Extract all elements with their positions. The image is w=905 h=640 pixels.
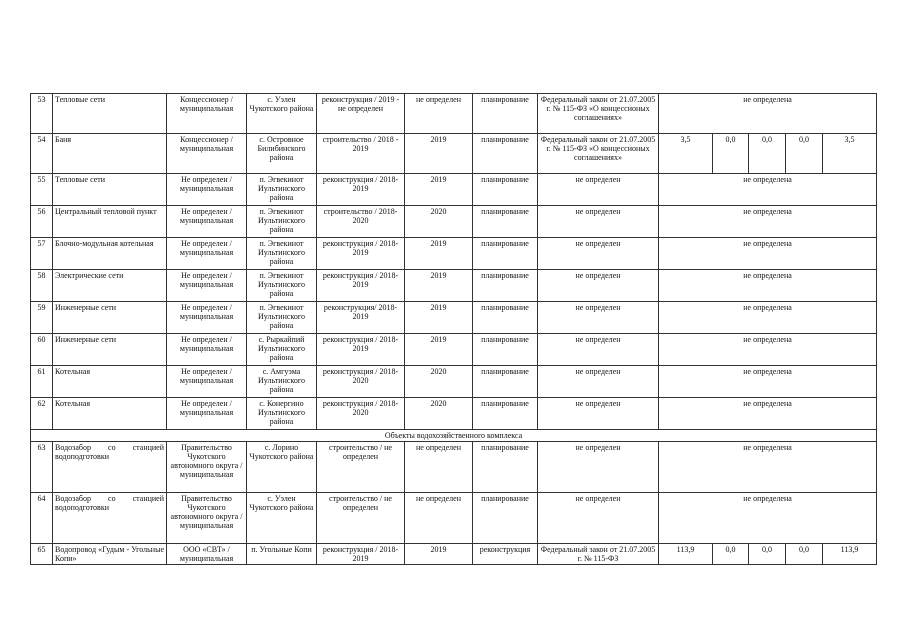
investment-projects-table	[30, 93, 877, 565]
object-name: Инженерные сети	[53, 334, 167, 366]
work-type-cell: строительство / 2018 - 2019	[317, 134, 405, 174]
table-row	[31, 134, 877, 174]
row-number: 64	[31, 493, 53, 544]
row-number: 53	[31, 94, 53, 134]
year-cell: 2019	[405, 270, 473, 302]
table-row	[31, 206, 877, 238]
object-name: Инженерные сети	[53, 302, 167, 334]
financing-cell: не определена	[659, 493, 877, 544]
year-cell: 2020	[405, 398, 473, 430]
legal-basis-cell: не определен	[538, 366, 659, 398]
financing-value: 3,5	[823, 134, 877, 174]
legal-basis-cell: не определен	[538, 206, 659, 238]
table-row	[31, 398, 877, 430]
legal-basis-cell: не определен	[538, 174, 659, 206]
table-row	[31, 544, 877, 565]
row-number: 59	[31, 302, 53, 334]
location-cell: с. Конергино Иультинского района	[247, 398, 317, 430]
location-cell: с. Амгуэма Иультинского района	[247, 366, 317, 398]
year-cell: 2020	[405, 206, 473, 238]
financing-cell: не определена	[659, 442, 877, 493]
work-type-cell: реконструкция / 2018-2020	[317, 398, 405, 430]
object-name: Центральный тепловой пункт	[53, 206, 167, 238]
row-number: 65	[31, 544, 53, 565]
stage-cell: планирование	[473, 174, 538, 206]
year-cell: 2019	[405, 238, 473, 270]
row-number: 55	[31, 174, 53, 206]
section-title: Объекты водохозяйственного комплекса	[31, 430, 877, 442]
owner-cell: Не определен / муниципальная	[167, 270, 247, 302]
table-row	[31, 302, 877, 334]
object-name: Водозабор со станцией водоподготовки	[53, 493, 167, 544]
stage-cell: планирование	[473, 206, 538, 238]
legal-basis-cell: не определен	[538, 238, 659, 270]
section-header-row	[31, 430, 877, 442]
owner-cell: Правительство Чукотского автономного округа / муниципальная	[167, 493, 247, 544]
stage-cell: планирование	[473, 493, 538, 544]
financing-value: 0,0	[713, 134, 749, 174]
object-name: Электрические сети	[53, 270, 167, 302]
work-type-cell: строительство / не определен	[317, 493, 405, 544]
financing-cell: не определена	[659, 238, 877, 270]
financing-cell: не определена	[659, 302, 877, 334]
stage-cell: планирование	[473, 238, 538, 270]
work-type-cell: реконструкция / 2018-2019	[317, 334, 405, 366]
financing-value: 113,9	[659, 544, 713, 565]
financing-cell: не определена	[659, 174, 877, 206]
financing-cell: не определена	[659, 270, 877, 302]
row-number: 63	[31, 442, 53, 493]
location-cell: с. Рыркайпий Иультинского района	[247, 334, 317, 366]
work-type-cell: реконструкция / 2018-2019	[317, 544, 405, 565]
owner-cell: Не определен / муниципальная	[167, 398, 247, 430]
owner-cell: ООО «СВТ» / муниципальная	[167, 544, 247, 565]
object-name: Блочно-модульная котельная	[53, 238, 167, 270]
table-row	[31, 442, 877, 493]
location-cell: с. Уэлен Чукотского района	[247, 493, 317, 544]
object-name: Тепловые сети	[53, 94, 167, 134]
table-row	[31, 366, 877, 398]
year-cell: 2020	[405, 366, 473, 398]
object-name: Водозабор со станцией водоподготовки	[53, 442, 167, 493]
stage-cell: планирование	[473, 334, 538, 366]
year-cell: не определен	[405, 493, 473, 544]
row-number: 58	[31, 270, 53, 302]
legal-basis-cell: Федеральный закон от 21.07.2005 г. № 115-ФЗ	[538, 544, 659, 565]
stage-cell: планирование	[473, 366, 538, 398]
object-name: Котельная	[53, 398, 167, 430]
legal-basis-cell: не определен	[538, 398, 659, 430]
year-cell: 2019	[405, 302, 473, 334]
row-number: 54	[31, 134, 53, 174]
location-cell: с. Уэлен Чукотского района	[247, 94, 317, 134]
legal-basis-cell: не определен	[538, 270, 659, 302]
location-cell: п. Угольные Копи	[247, 544, 317, 565]
location-cell: с. Островное Билибинского района	[247, 134, 317, 174]
financing-value: 0,0	[713, 544, 749, 565]
legal-basis-cell: не определен	[538, 334, 659, 366]
financing-value: 0,0	[749, 544, 786, 565]
table-row	[31, 238, 877, 270]
location-cell: п. Эгвекинот Иультинского района	[247, 302, 317, 334]
financing-cell: не определена	[659, 206, 877, 238]
legal-basis-cell: Федеральный закон от 21.07.2005 г. № 115-ФЗ «О концессионых соглашениях»	[538, 134, 659, 174]
table-row	[31, 270, 877, 302]
table-row	[31, 174, 877, 206]
owner-cell: Не определен / муниципальная	[167, 238, 247, 270]
table-row	[31, 493, 877, 544]
stage-cell: планирование	[473, 94, 538, 134]
location-cell: с. Лорино Чукотского района	[247, 442, 317, 493]
year-cell: 2019	[405, 134, 473, 174]
work-type-cell: реконструкция / 2018-2020	[317, 366, 405, 398]
legal-basis-cell: Федеральный закон от 21.07.2005 г. № 115-ФЗ «О концессионых соглашениях»	[538, 94, 659, 134]
location-cell: п. Эгвекинот Иультинского района	[247, 206, 317, 238]
year-cell: не определен	[405, 94, 473, 134]
stage-cell: реконструкция	[473, 544, 538, 565]
owner-cell: Не определен / муниципальная	[167, 302, 247, 334]
financing-cell: не определена	[659, 398, 877, 430]
object-name: Водопровод «Гудым - Угольные Копи»	[53, 544, 167, 565]
owner-cell: Не определен / муниципальная	[167, 206, 247, 238]
legal-basis-cell: не определен	[538, 302, 659, 334]
location-cell: п. Эгвекинот Иультинского района	[247, 270, 317, 302]
year-cell: не определен	[405, 442, 473, 493]
owner-cell: Концессионер / муниципальная	[167, 94, 247, 134]
owner-cell: Не определен / муниципальная	[167, 174, 247, 206]
financing-value: 0,0	[749, 134, 786, 174]
owner-cell: Концессионер / муниципальная	[167, 134, 247, 174]
object-name: Котельная	[53, 366, 167, 398]
year-cell: 2019	[405, 544, 473, 565]
financing-value: 0,0	[786, 544, 823, 565]
financing-value: 0,0	[786, 134, 823, 174]
stage-cell: планирование	[473, 398, 538, 430]
financing-cell: не определена	[659, 366, 877, 398]
work-type-cell: реконструкция/ 2018-2019	[317, 302, 405, 334]
year-cell: 2019	[405, 174, 473, 206]
stage-cell: планирование	[473, 270, 538, 302]
legal-basis-cell: не определен	[538, 493, 659, 544]
stage-cell: планирование	[473, 134, 538, 174]
financing-cell: не определена	[659, 334, 877, 366]
owner-cell: Не определен / муниципальная	[167, 366, 247, 398]
row-number: 56	[31, 206, 53, 238]
object-name: Баня	[53, 134, 167, 174]
table-row	[31, 94, 877, 134]
owner-cell: Не определен / муниципальная	[167, 334, 247, 366]
financing-cell: не определена	[659, 94, 877, 134]
legal-basis-cell: не определен	[538, 442, 659, 493]
table-row	[31, 334, 877, 366]
work-type-cell: реконструкция / 2018-2019	[317, 270, 405, 302]
document-page	[30, 93, 876, 565]
owner-cell: Правительство Чукотского автономного округа / муниципальная	[167, 442, 247, 493]
work-type-cell: реконструкция / 2018-2019	[317, 174, 405, 206]
work-type-cell: строительство / 2018-2020	[317, 206, 405, 238]
row-number: 60	[31, 334, 53, 366]
location-cell: п. Эгвекинот Иультинского района	[247, 174, 317, 206]
row-number: 57	[31, 238, 53, 270]
work-type-cell: строительство / не определен	[317, 442, 405, 493]
stage-cell: планирование	[473, 442, 538, 493]
financing-value: 3,5	[659, 134, 713, 174]
work-type-cell: реконструкция / 2019 - не определен	[317, 94, 405, 134]
work-type-cell: реконструкция / 2018-2019	[317, 238, 405, 270]
row-number: 62	[31, 398, 53, 430]
financing-value: 113,9	[823, 544, 877, 565]
stage-cell: планирование	[473, 302, 538, 334]
object-name: Тепловые сети	[53, 174, 167, 206]
row-number: 61	[31, 366, 53, 398]
location-cell: п. Эгвекинот Иультинского района	[247, 238, 317, 270]
year-cell: 2019	[405, 334, 473, 366]
